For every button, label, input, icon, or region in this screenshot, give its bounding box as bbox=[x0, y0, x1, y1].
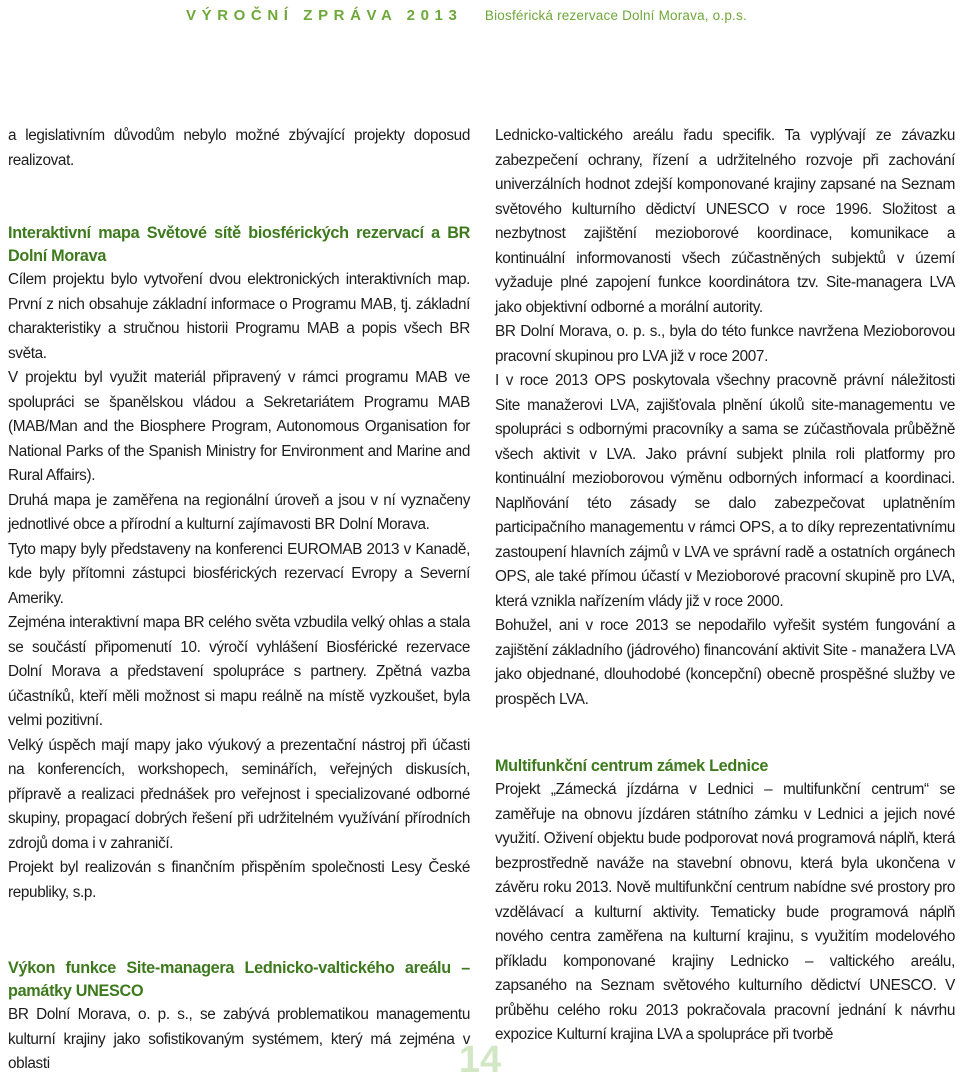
running-header bbox=[186, 7, 747, 29]
right-column bbox=[495, 124, 955, 1048]
paragraph: BR Dolní Morava, o. p. s., byla do této funkce navržena Mezioborovou pracovní skupinou pro LVA již v roce 2007. bbox=[495, 323, 955, 365]
paragraph: BR Dolní Morava, o. p. s., se zabývá problematikou managementu kulturní krajiny jako sofistikovaným systémem, který má zejména v oblasti bbox=[8, 1006, 470, 1072]
section-heading-site-manager: Výkon funkce Site-managera Lednicko-valtického areálu – památky UNESCO bbox=[8, 959, 470, 1000]
paragraph: V projektu byl využit materiál připravený v rámci programu MAB ve spolupráci se španělskou vládou a Sekretariátem Programu MAB (MAB/Man and the Biosphere Program, Autonomous Organisation for National Parks of the Spanish Ministry for Environment and Marine and Rural Affairs). bbox=[8, 369, 470, 484]
paragraph: I v roce 2013 OPS poskytovala všechny pracovně právní náležitosti Site manažerovi LVA, zajišťovala plnění úkolů site-managementu ve spolupráci s odbornými pracovníky a sama se zúčastňovala průběžně všech aktivit v LVA. Jako právní subjekt plnila roli platformy pro kontinuální mezioborovou výměnu odborných informací a koordinaci. Naplňování této zásady se dalo zabezpečovat uplatněním participačního managementu v rámci OPS, a to díky reprezentativnímu zastoupení hlavních zájmů v LVA ve správní radě a ostatních orgánech OPS, ale také přímou účastí v Mezioborové pracovní skupině pro LVA, která vznikla nařízením vlády již v roce 2000. bbox=[495, 372, 955, 610]
report-title: VÝROČNÍ ZPRÁVA 2013 bbox=[186, 7, 463, 24]
paragraph: Lednicko-valtického areálu řadu specifik. Ta vyplývají ze závazku zabezpečení ochrany, řízení a udržitelného rozvoje při zachování univerzálních hodnot zdejší komponované krajiny zapsané na Seznam světového kulturního dědictví UNESCO v roce 1996. Složitost a nezbytnost zajištění mezioborové koordinace, komunikace a kontinuální informovanosti všech zúčastněných subjektů v území vyžaduje plné zapojení funkce koordinátora tzv. Site-managera LVA jako objektivní odborné a morální autority. bbox=[495, 127, 955, 316]
paragraph: Projekt byl realizován s finančním přispěním společnosti Lesy České republiky, s.p. bbox=[8, 859, 470, 901]
organization-name: Biosférická rezervace Dolní Morava, o.p.s. bbox=[484, 8, 747, 23]
paragraph: Zejména interaktivní mapa BR celého světa vzbudila velký ohlas a stala se součástí připomenutí 10. výročí vyhlášení Biosférické rezervace Dolní Morava a představení spolupráce s partnery. Zpětná vazba účastníků, kteří měli možnost si mapu reálně na místě vyzkoušet, byla velmi pozitivní. bbox=[8, 614, 470, 729]
paragraph: Projekt „Zámecká jízdárna v Lednici – multifunkční centrum“ se zaměřuje na obnovu jízdáren státního zámku v Lednici a jejich nové využití. Oživení objektu bude podporovat nová programová náplň, která bezprostředně naváže na stavební obnovu, která byla ukončena v závěru roku 2013. Nově multifunkční centrum nabídne své prostory pro vzdělávací a kulturní aktivity. Tematicky bude programová náplň nového centra zaměřena na kulturní krajinu, s využitím modelového příkladu komponované krajiny Lednicko – valtického areálu, zapsaného na Seznam světového kulturního dědictví UNESCO. V průběhu celého roku 2013 pokračovala pracovní jednání k návrhu expozice Kulturní krajina LVA a spolupráce při tvorbě bbox=[495, 781, 955, 1043]
paragraph: Velký úspěch mají mapy jako výukový a prezentační nástroj při účasti na konferencích, workshopech, seminářích, veřejných diskusích, přípravě a realizaci přednášek pro veřejnost i specializované odborné skupiny, propagací dobrých řešení při udržitelném využívání přírodních zdrojů doma i v zahraničí. bbox=[8, 736, 470, 852]
paragraph: Tyto mapy byly představeny na konferenci EUROMAB 2013 v Kanadě, kde byly přítomni zástupci biosférických rezervací Evropy a Severní Ameriky. bbox=[8, 540, 470, 607]
section-heading-lednice-centre: Multifunkční centrum zámek Lednice bbox=[495, 757, 769, 775]
spacer bbox=[8, 173, 470, 222]
intro-paragraph: a legislativním důvodům nebylo možné zbývající projekty doposud realizovat. bbox=[8, 127, 470, 169]
page-number: 14 bbox=[458, 1039, 502, 1081]
paragraph: Bohužel, ani v roce 2013 se nepodařilo vyřešit systém fungování a zajištění základního (jádrového) financování aktivit Site - manažera LVA jako objednané, dlouhodobé (koncepční) obecně prospěšné služby ve prospěch LVA. bbox=[495, 617, 955, 708]
left-column bbox=[8, 124, 470, 1077]
paragraph: Druhá mapa je zaměřena na regionální úroveň a jsou v ní vyznačeny jednotlivé obce a přírodní a kulturní zajímavosti BR Dolní Morava. bbox=[8, 491, 470, 533]
section-heading-interactive-map: Interaktivní mapa Světové sítě biosférických rezervací a BR Dolní Morava bbox=[8, 224, 470, 265]
paragraph: Cílem projektu bylo vytvoření dvou elektronických interaktivních map. První z nich obsahuje základní informace o Programu MAB, tj. základní charakteristiky a stručnou historii Programu MAB a popis všech BR světa. bbox=[8, 271, 470, 362]
spacer bbox=[495, 712, 955, 755]
spacer bbox=[8, 905, 470, 957]
